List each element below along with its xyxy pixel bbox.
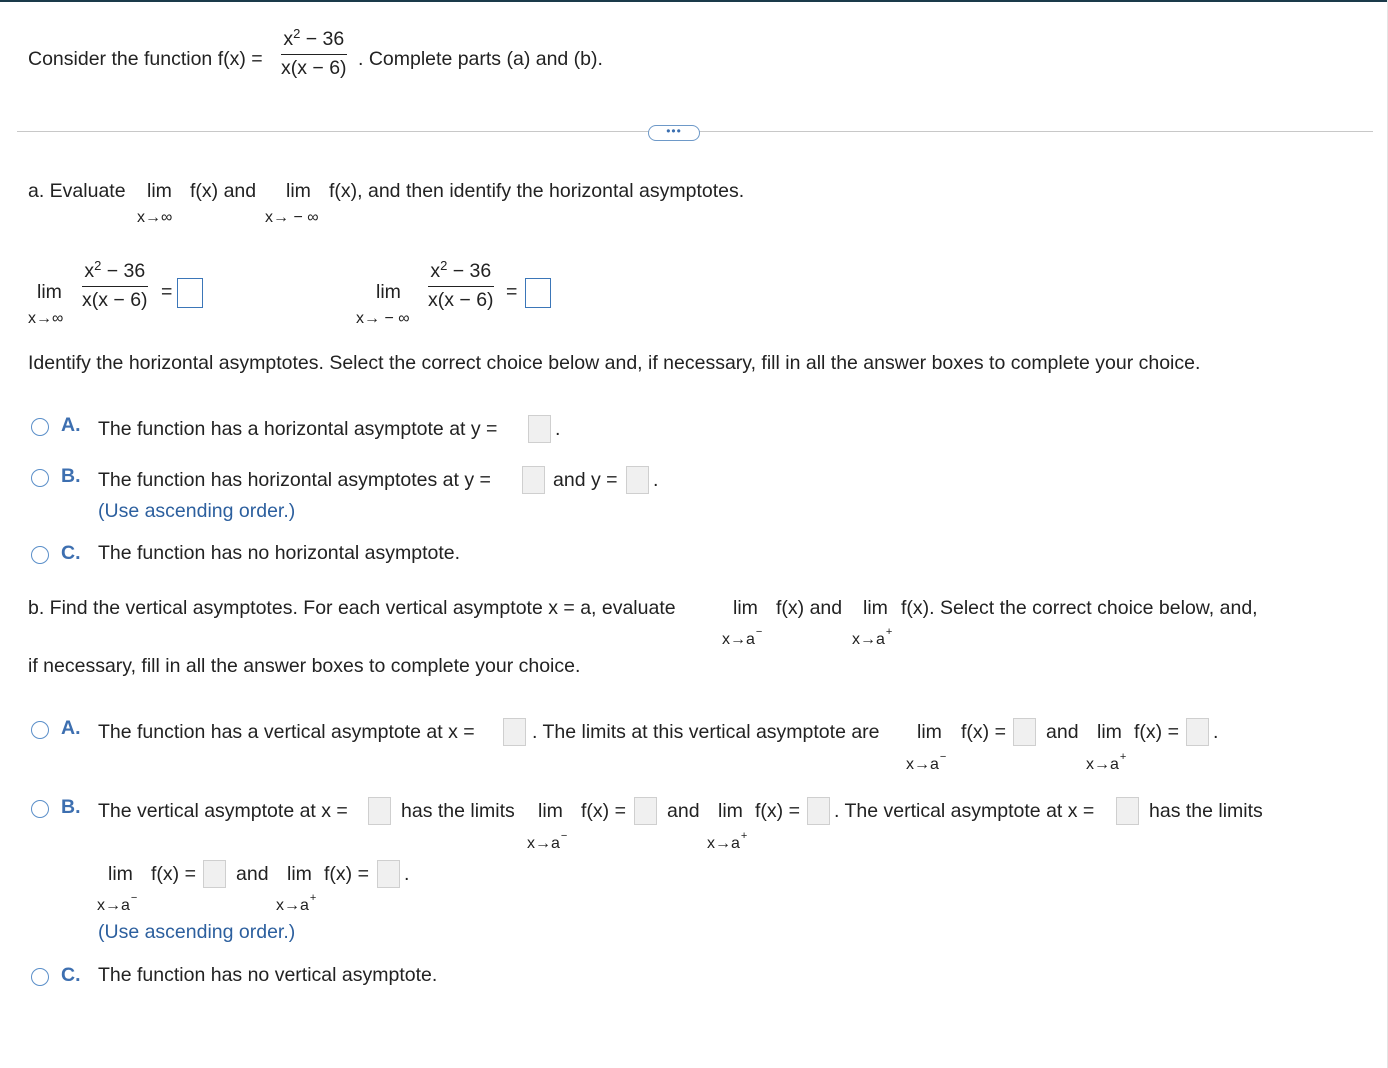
part-b-choice-b-radio[interactable] — [31, 800, 49, 818]
part-b-choice-a-fx-left: f(x) = — [961, 721, 1006, 743]
part-a-prompt-fx-and: f(x) and — [190, 180, 257, 202]
part-b-choice-b-text4: has the limits — [1149, 800, 1263, 822]
part-b-choice-b-fx-4: f(x) = — [324, 863, 369, 885]
limit-neginf-sub: x→ − ∞ — [356, 310, 410, 327]
part-a-choice-a-box[interactable] — [528, 415, 551, 443]
part-b-choice-a-fx-right: f(x) = — [1134, 721, 1179, 743]
expand-button[interactable]: ••• — [648, 125, 700, 141]
limit-neginf-lim: lim — [376, 281, 401, 303]
part-a-choice-c-radio[interactable] — [31, 546, 49, 564]
part-a-prompt-start: a. Evaluate — [28, 180, 126, 202]
part-b-choice-a-left-limit-box[interactable] — [1013, 718, 1036, 746]
part-b-choice-b-limit-box-1[interactable] — [634, 797, 657, 825]
part-b-choice-a-and: and — [1046, 721, 1079, 743]
part-a-choice-b-radio[interactable] — [31, 469, 49, 487]
part-b-choice-b-and-1: and — [667, 800, 700, 822]
limit-neginf-equals: = — [506, 281, 518, 303]
part-a-choice-a-end: . — [555, 418, 561, 440]
part-b-choice-b-lim-2: lim — [718, 800, 743, 822]
part-b-choice-a-lim-left: lim — [917, 721, 942, 743]
part-b-choice-b-lim-3-sub: x→a− — [97, 892, 138, 914]
part-b-choice-b-x1-box[interactable] — [368, 797, 391, 825]
part-b-choice-b-text2: has the limits — [401, 800, 515, 822]
limit-inf-equals: = — [161, 281, 173, 303]
part-a-choice-b-end: . — [653, 469, 659, 491]
part-b-choice-b-text: The vertical asymptote at x = — [98, 800, 348, 822]
part-b-choice-b-lim-4: lim — [287, 863, 312, 885]
part-b-choice-a-radio[interactable] — [31, 721, 49, 739]
part-b-choice-a-end: . — [1213, 721, 1219, 743]
part-b-lim-1-sub: x→a− — [722, 626, 763, 648]
limit-inf-lim: lim — [37, 281, 62, 303]
limit-inf-answer-box[interactable] — [177, 278, 203, 308]
limit-inf-sub: x→∞ — [28, 310, 64, 327]
part-b-choice-a-lim-right-sub: x→a+ — [1086, 751, 1127, 773]
part-b-choice-b-limit-box-2[interactable] — [807, 797, 830, 825]
part-a-choice-c-text: The function has no horizontal asymptote. — [98, 542, 461, 564]
part-b-choice-c-radio[interactable] — [31, 968, 49, 986]
limit-neginf-fraction: $\frac{x^2 - 36}{x(x - 6)}$ — [428, 258, 494, 311]
top-border — [0, 0, 1388, 2]
part-a-choice-b-box-1[interactable] — [522, 466, 545, 494]
part-a-choice-a-text: The function has a horizontal asymptote at y = — [98, 418, 498, 440]
part-a-prompt-end: f(x), and then identify the horizontal asymptotes. — [329, 180, 745, 202]
intro-prefix: Consider the function f(x) = — [28, 48, 263, 70]
part-b-prompt-start: b. Find the vertical asymptotes. For each vertical asymptote x = a, evaluate — [28, 597, 676, 619]
part-a-lim-1: lim — [147, 180, 172, 202]
limit-inf-fraction: $\frac{x^2 - 36}{x(x - 6)}$ — [82, 258, 148, 311]
part-a-choice-a-radio[interactable] — [31, 418, 49, 436]
part-b-prompt-mid: f(x) and — [776, 597, 843, 619]
part-b-choice-b-fx-3: f(x) = — [151, 863, 196, 885]
limit-neginf-answer-box[interactable] — [525, 278, 551, 308]
part-b-prompt-end: f(x). Select the correct choice below, and, — [901, 597, 1258, 619]
part-b-choice-a-right-limit-box[interactable] — [1186, 718, 1209, 746]
part-b-choice-b-lim-4-sub: x→a+ — [276, 892, 317, 914]
part-b-choice-a-text: The function has a vertical asymptote at x = — [98, 721, 475, 743]
part-b-lim-1: lim — [733, 597, 758, 619]
part-b-choice-b-hint: (Use ascending order.) — [98, 921, 296, 943]
part-b-lim-2: lim — [863, 597, 888, 619]
part-b-choice-b-x2-box[interactable] — [1116, 797, 1139, 825]
part-b-choice-b-end: . — [404, 863, 410, 885]
part-a-choice-b-text: The function has horizontal asymptotes at y = — [98, 469, 491, 491]
part-b-prompt-line2: if necessary, fill in all the answer boxes to complete your choice. — [28, 655, 581, 677]
part-b-choice-b-and-2: and — [236, 863, 269, 885]
part-a-choice-a-letter: A. — [61, 414, 81, 436]
part-b-choice-c-text: The function has no vertical asymptote. — [98, 964, 438, 986]
intro-denominator: x(x − 6) — [281, 56, 347, 79]
part-b-choice-b-limit-box-3[interactable] — [203, 860, 226, 888]
identify-instruction: Identify the horizontal asymptotes. Select the correct choice below and, if necessary, fill in all the answer boxes to complete your choice. — [28, 352, 1201, 374]
part-b-choice-a-letter: A. — [61, 717, 81, 739]
part-a-choice-b-letter: B. — [61, 465, 81, 487]
part-b-choice-b-limit-box-4[interactable] — [377, 860, 400, 888]
part-b-choice-b-text3: . The vertical asymptote at x = — [834, 800, 1095, 822]
part-a-choice-b-mid: and y = — [553, 469, 618, 491]
part-b-choice-b-lim-2-sub: x→a+ — [707, 830, 748, 852]
part-a-choice-b-box-2[interactable] — [626, 466, 649, 494]
part-b-choice-a-lim-right: lim — [1097, 721, 1122, 743]
part-b-choice-a-lim-left-sub: x→a− — [906, 751, 947, 773]
part-b-choice-c-letter: C. — [61, 964, 81, 986]
intro-numerator: $x^2 - 36$ — [281, 30, 347, 55]
part-a-lim-2-sub: x→ − ∞ — [265, 209, 319, 226]
part-b-choice-b-lim-3: lim — [108, 863, 133, 885]
part-a-lim-2: lim — [286, 180, 311, 202]
part-b-choice-b-letter: B. — [61, 796, 81, 818]
intro-fraction — [281, 26, 347, 79]
part-b-choice-a-x-box[interactable] — [503, 718, 526, 746]
part-b-choice-b-fx-1: f(x) = — [581, 800, 626, 822]
part-b-choice-b-lim-1: lim — [538, 800, 563, 822]
part-a-choice-b-hint: (Use ascending order.) — [98, 500, 296, 522]
part-a-choice-c-letter: C. — [61, 542, 81, 564]
part-b-lim-2-sub: x→a+ — [852, 626, 893, 648]
part-b-choice-a-text2: . The limits at this vertical asymptote are — [532, 721, 880, 743]
intro-suffix: . Complete parts (a) and (b). — [358, 48, 603, 70]
part-a-lim-1-sub: x→∞ — [137, 209, 173, 226]
part-b-choice-b-lim-1-sub: x→a− — [527, 830, 568, 852]
part-b-choice-b-fx-2: f(x) = — [755, 800, 800, 822]
